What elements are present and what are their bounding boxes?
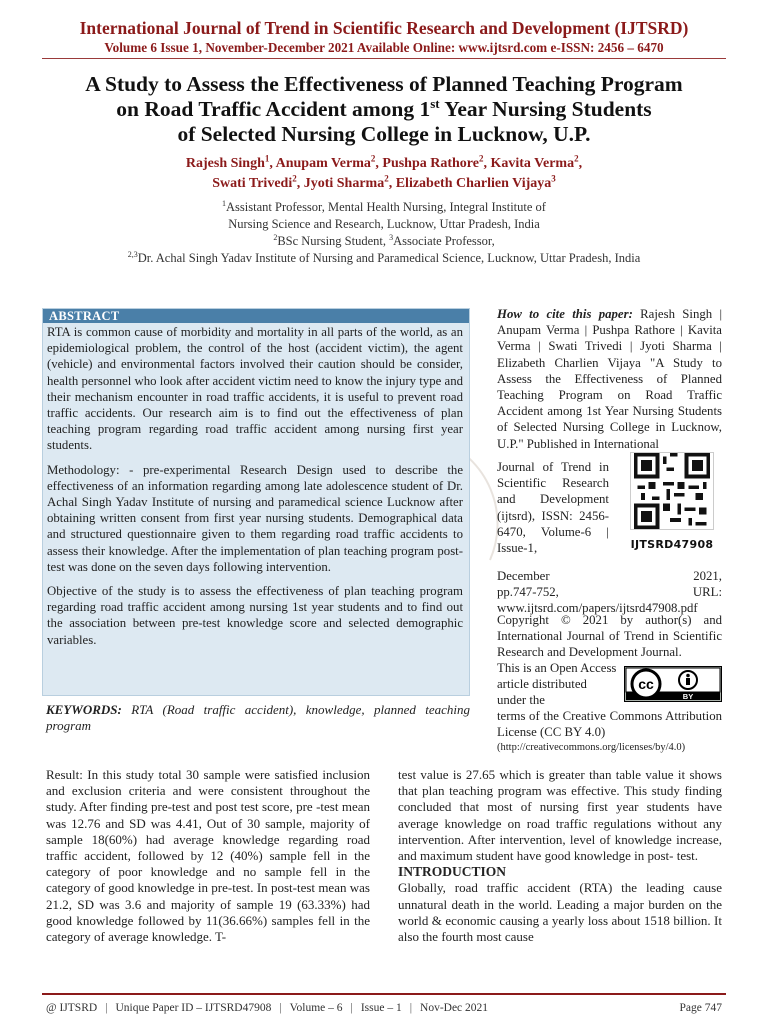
paper-url-link[interactable]: www.ijtsrd.com/papers/ijtsrd47908.pdf [497, 601, 698, 616]
author-line-1: Rajesh Singh$^1$, Anupam Verma$^2$, Pushpa Rathore$^2$, Kavita Verma$^2$, [185, 153, 583, 171]
abstract-box [42, 308, 470, 696]
page-footer [46, 1002, 722, 1014]
affiliations [30, 199, 738, 267]
paper-id-label: IJTSRD47908 [630, 538, 714, 551]
qr-code-block [622, 452, 722, 551]
abstract-body [43, 323, 469, 648]
license-terms: terms of the Creative Commons Attribution License (CC BY 4.0) (http://creativecommons.org/licenses/by/4.0) [497, 708, 722, 757]
open-access-note: This is an Open Access article distributed under the [497, 661, 617, 708]
affiliation-1-cont: Nursing Science and Research, Lucknow, Uttar Pradesh, India [228, 217, 540, 231]
footer-info: @ IJTSRD | Unique Paper ID – IJTSRD47908 | Volume – 6 | Issue – 1 | Nov-Dec 2021 [46, 1002, 489, 1014]
keywords: KEYWORDS: RTA (Road traffic accident), knowledge, planned teaching program [46, 702, 470, 733]
author-line-2: Swati Trivedi$^2$, Jyoti Sharma$^2$, Elizabeth Charlien Vijaya$^3$ [212, 173, 556, 191]
copyright-notice: Copyright © 2021 by author(s) and International Journal of Trend in Scientific Research and Development Journal. [497, 613, 722, 660]
abstract-paragraph: Objective of the study is to assess the effectiveness of plan teaching program regarding road traffic accident among nursing 1st year students and to find out the association between pre-test knowledge score and selected demographic variables. [47, 584, 463, 647]
author-list [30, 154, 738, 194]
paper-title [30, 72, 738, 147]
abstract-heading: ABSTRACT [43, 309, 469, 323]
citation-block: How to cite this paper: Rajesh Singh | Anupam Verma | Pushpa Rathore | Kavita Verma | Swati Trivedi | Jyoti Sharma | Elizabeth Charlien Vijaya "A Study to Assess the Effectiveness of Planned Teaching Program on Road Traffic Accident among 1st Year Nursing Students of Selected Nursing College in Lucknow, U.P." Published in International [497, 307, 723, 451]
affiliation-2-3: $^2$BSc Nursing Student, $^3$Associate Professor, [273, 232, 495, 248]
citation-url-block: December 2021, pp.747-752, URL: www.ijtsrd.com/papers/ijtsrd47908.pdf [497, 569, 722, 616]
footer-divider [42, 993, 726, 995]
section-heading-introduction: INTRODUCTION [398, 864, 507, 880]
abstract-paragraph: RTA is common cause of morbidity and mortality in all parts of the world, as an epidemiological problem, the control of the host (accident victim), the agent (vehicle) and environmental factors involved their caution should be consider, health personnel who look after accident victim need to know the injury type and their mechanism encounter in road traffic accidents, it is useful to prevent road traffic accidents. Our research aim is to find out the effectiveness of plan teaching program regarding road traffic accident among nursing first year students. [47, 325, 463, 453]
cc-badge-label: cc [638, 676, 654, 692]
affiliation-1: $^1$Assistant Professor, Mental Health Nursing, Integral Institute of [222, 198, 546, 214]
title-line-1: A Study to Assess the Effectiveness of Planned Teaching Program [85, 72, 683, 96]
journal-issue-line: Volume 6 Issue 1, November-December 2021 Available Online: www.ijtsrd.com e-ISSN: 2456 – 6470 [104, 40, 664, 55]
qr-code-icon [630, 452, 714, 530]
body-left-column: Result: In this study total 30 sample were satisfied inclusion and exclusion criteria and were consistent throughout the study. After finding pre-test and post test score, pre -test mean was 12.76 and SD was 4.41, Out of 30 sample, majority of sample 18(60%) had average knowledge regarding road traffic accident, followed by 12 (40%) sample fell in the category of poor knowledge and no sample fell in the category of good knowledge in pre-test. In post-test mean was 21.2, SD was 3.6 and majority of sample 19 (63.33%) had good knowledge followed by 11(36.66%) samples fell in the category of average knowledge. T- [46, 767, 370, 945]
abstract-paragraph: Methodology: - pre-experimental Research Design used to describe the effectiveness of an information regarding among late adolescence student of Dr. Achal Singh Yadav Institute of nursing and paramedical science Lucknow after obtaining written consent from first year nursing students. Demographical data and structured questionnaire given to them regarding road traffic accidents to assess their knowledge. After the implementation of plan teaching program post-test was done on the seven days following intervention. [47, 462, 463, 574]
by-badge-label: BY [682, 692, 694, 701]
title-line-3: of Selected Nursing College in Lucknow, U.P. [177, 122, 591, 146]
page-number: Page 747 [679, 1002, 722, 1014]
affiliation-institute: $^{2,3}$Dr. Achal Singh Yadav Institute of Nursing and Paramedical Science, Lucknow, Uttar Pradesh, India [127, 249, 641, 265]
citation-journal: Journal of Trend in Scientific Research and Development (ijtsrd), ISSN: 2456-6470, Volume-6 | Issue-1, [497, 460, 609, 556]
body-right-column [398, 767, 722, 945]
header-divider [42, 58, 726, 59]
journal-title: International Journal of Trend in Scientific Research and Development (IJTSRD) [79, 18, 689, 38]
cc-by-license-icon [624, 666, 722, 702]
title-line-2: on Road Traffic Accident among 1st Year Nursing Students [116, 95, 652, 121]
introduction-text: Globally, road traffic accident (RTA) the leading cause unnatural death in the world. Leading a major burden on the world & economic causing a yearly loss about 1518 billion. It also the fourth most cause [398, 880, 722, 945]
results-continued: test value is 27.65 which is greater than table value it shows that plan teaching program was effective. This study finding concluded that most of nursing first year students have average knowledge on road traffic regulations without any intervention. After intervention, level of knowledge increase, and maximum student have good knowledge in post- test. [398, 767, 722, 864]
license-url-link[interactable]: (http://creativecommons.org/licenses/by/4.0) [497, 742, 686, 754]
